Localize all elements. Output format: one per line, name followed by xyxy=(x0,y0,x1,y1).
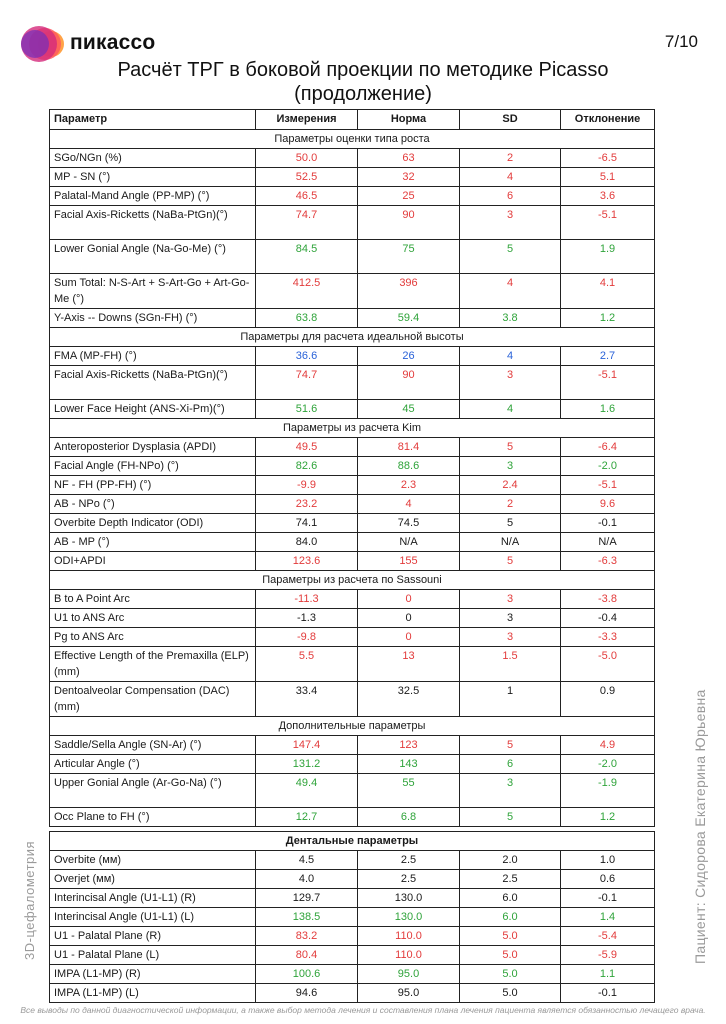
parameter-name: Lower Gonial Angle (Na-Go-Me) (°) xyxy=(50,240,256,274)
sd-value: 3 xyxy=(460,609,561,628)
norm-value: 32.5 xyxy=(358,682,460,717)
deviation-value: -0.1 xyxy=(561,889,655,908)
norm-value: 2.3 xyxy=(358,476,460,495)
measurement-value: 33.4 xyxy=(256,682,358,717)
parameter-name: Pg to ANS Arc xyxy=(50,628,256,647)
table-row xyxy=(50,206,655,240)
measurement-value: 4.5 xyxy=(256,851,358,870)
section-row xyxy=(50,571,655,590)
table-row xyxy=(50,438,655,457)
parameter-name: Palatal-Mand Angle (PP-MP) (°) xyxy=(50,187,256,206)
sd-value: 4 xyxy=(460,168,561,187)
parameter-name: U1 - Palatal Plane (R) xyxy=(50,927,256,946)
sd-value: 5 xyxy=(460,438,561,457)
measurement-value: 412.5 xyxy=(256,274,358,309)
norm-value: 75 xyxy=(358,240,460,274)
sd-value: 1.5 xyxy=(460,647,561,682)
sd-value: 3 xyxy=(460,590,561,609)
norm-value: 95.0 xyxy=(358,965,460,984)
deviation-value: 3.6 xyxy=(561,187,655,206)
deviation-value: 9.6 xyxy=(561,495,655,514)
norm-value: N/A xyxy=(358,533,460,552)
sd-value: N/A xyxy=(460,533,561,552)
norm-value: 130.0 xyxy=(358,889,460,908)
section-title: Дополнительные параметры xyxy=(50,717,655,736)
norm-value: 55 xyxy=(358,774,460,808)
parameter-name: U1 - Palatal Plane (L) xyxy=(50,946,256,965)
measurement-value: 80.4 xyxy=(256,946,358,965)
deviation-value: -2.0 xyxy=(561,755,655,774)
sd-value: 2 xyxy=(460,149,561,168)
parameter-name: Effective Length of the Premaxilla (ELP) (mm) xyxy=(50,647,256,682)
sd-value: 2.5 xyxy=(460,870,561,889)
section-row xyxy=(50,419,655,438)
table-row xyxy=(50,514,655,533)
header-measurement: Измерения xyxy=(256,110,358,130)
measurement-value: 63.8 xyxy=(256,309,358,328)
norm-value: 123 xyxy=(358,736,460,755)
parameter-name: Saddle/Sella Angle (SN-Ar) (°) xyxy=(50,736,256,755)
table-row xyxy=(50,870,655,889)
page-title-line1: Расчёт ТРГ в боковой проекции по методике Picasso xyxy=(117,59,609,81)
table-row xyxy=(50,168,655,187)
parameter-name: SGo/NGn (%) xyxy=(50,149,256,168)
table-row xyxy=(50,274,655,309)
header-norm: Норма xyxy=(358,110,460,130)
measurement-value: -9.9 xyxy=(256,476,358,495)
measurement-value: 74.1 xyxy=(256,514,358,533)
sd-value: 5 xyxy=(460,240,561,274)
table-row xyxy=(50,755,655,774)
parameter-name: FMA (MP-FH) (°) xyxy=(50,347,256,366)
dental-section-title: Дентальные параметры xyxy=(50,832,655,851)
deviation-value: 1.4 xyxy=(561,908,655,927)
page-title-line2: (продолжение) xyxy=(294,83,432,105)
parameter-name: Dentoalveolar Compensation (DAC) (mm) xyxy=(50,682,256,717)
table-row xyxy=(50,889,655,908)
sd-value: 2 xyxy=(460,495,561,514)
sd-value: 5 xyxy=(460,514,561,533)
norm-value: 6.8 xyxy=(358,808,460,827)
section-row xyxy=(50,328,655,347)
parameter-name: IMPA (L1-MP) (L) xyxy=(50,984,256,1003)
norm-value: 2.5 xyxy=(358,870,460,889)
deviation-value: 1.9 xyxy=(561,240,655,274)
deviation-value: -5.1 xyxy=(561,366,655,400)
parameter-name: Overbite Depth Indicator (ODI) xyxy=(50,514,256,533)
measurement-value: 74.7 xyxy=(256,366,358,400)
parameter-name: U1 to ANS Arc xyxy=(50,609,256,628)
sd-value: 4 xyxy=(460,400,561,419)
sd-value: 5.0 xyxy=(460,965,561,984)
table-row xyxy=(50,736,655,755)
sd-value: 5.0 xyxy=(460,927,561,946)
parameter-name: Overjet (мм) xyxy=(50,870,256,889)
measurement-value: 52.5 xyxy=(256,168,358,187)
norm-value: 90 xyxy=(358,366,460,400)
table-row xyxy=(50,927,655,946)
table-row xyxy=(50,187,655,206)
deviation-value: -6.5 xyxy=(561,149,655,168)
norm-value: 110.0 xyxy=(358,946,460,965)
deviation-value: -5.4 xyxy=(561,927,655,946)
measurement-value: 94.6 xyxy=(256,984,358,1003)
dental-table xyxy=(49,831,655,1003)
footer-disclaimer: Все выводы по данной диагностической информации, а также выбор метода лечения и составления плана лечения пациента является обязанностью лечащего врача. xyxy=(20,1005,706,1015)
parameter-name: Upper Gonial Angle (Ar-Go-Na) (°) xyxy=(50,774,256,808)
sd-value: 3 xyxy=(460,366,561,400)
table-row xyxy=(50,240,655,274)
norm-value: 0 xyxy=(358,628,460,647)
sd-value: 3 xyxy=(460,774,561,808)
deviation-value: -3.8 xyxy=(561,590,655,609)
measurement-value: -11.3 xyxy=(256,590,358,609)
section-title: Параметры из расчета Kim xyxy=(50,419,655,438)
table-row xyxy=(50,984,655,1003)
table-row xyxy=(50,552,655,571)
measurement-value: 36.6 xyxy=(256,347,358,366)
deviation-value: 0.6 xyxy=(561,870,655,889)
section-row xyxy=(50,130,655,149)
parameter-name: Facial Angle (FH-NPo) (°) xyxy=(50,457,256,476)
measurement-value: 138.5 xyxy=(256,908,358,927)
deviation-value: 1.0 xyxy=(561,851,655,870)
measurement-value: 51.6 xyxy=(256,400,358,419)
section-title: Параметры из расчета по Sassouni xyxy=(50,571,655,590)
norm-value: 95.0 xyxy=(358,984,460,1003)
header-deviation: Отклонение xyxy=(561,110,655,130)
norm-value: 13 xyxy=(358,647,460,682)
norm-value: 130.0 xyxy=(358,908,460,927)
parameter-name: Interincisal Angle (U1-L1) (R) xyxy=(50,889,256,908)
measurement-value: 84.0 xyxy=(256,533,358,552)
deviation-value: -5.1 xyxy=(561,476,655,495)
brand-name: пикассо xyxy=(70,31,156,54)
sd-value: 2.0 xyxy=(460,851,561,870)
parameter-name: ODI+APDI xyxy=(50,552,256,571)
sd-value: 5.0 xyxy=(460,946,561,965)
measurement-value: 49.5 xyxy=(256,438,358,457)
header-parameter: Параметр xyxy=(50,110,256,130)
table-row xyxy=(50,808,655,827)
measurement-value: 74.7 xyxy=(256,206,358,240)
table-row xyxy=(50,400,655,419)
measurement-value: -1.3 xyxy=(256,609,358,628)
norm-value: 396 xyxy=(358,274,460,309)
parameter-name: IMPA (L1-MP) (R) xyxy=(50,965,256,984)
sd-value: 3 xyxy=(460,206,561,240)
norm-value: 32 xyxy=(358,168,460,187)
norm-value: 2.5 xyxy=(358,851,460,870)
parameter-name: Overbite (мм) xyxy=(50,851,256,870)
measurement-value: 49.4 xyxy=(256,774,358,808)
table-row xyxy=(50,495,655,514)
table-row xyxy=(50,851,655,870)
norm-value: 59.4 xyxy=(358,309,460,328)
norm-value: 26 xyxy=(358,347,460,366)
deviation-value: -1.9 xyxy=(561,774,655,808)
parameter-name: AB - MP (°) xyxy=(50,533,256,552)
table-row xyxy=(50,309,655,328)
norm-value: 63 xyxy=(358,149,460,168)
page-title xyxy=(0,58,726,106)
header-sd: SD xyxy=(460,110,561,130)
table-row xyxy=(50,347,655,366)
cephalometric-table xyxy=(49,109,655,827)
parameter-name: Facial Axis-Ricketts (NaBa-PtGn)(°) xyxy=(50,366,256,400)
norm-value: 0 xyxy=(358,590,460,609)
sd-value: 5 xyxy=(460,808,561,827)
deviation-value: -6.4 xyxy=(561,438,655,457)
table-row xyxy=(50,366,655,400)
table-row xyxy=(50,590,655,609)
sd-value: 3 xyxy=(460,628,561,647)
measurement-value: 12.7 xyxy=(256,808,358,827)
section-row xyxy=(50,717,655,736)
norm-value: 25 xyxy=(358,187,460,206)
measurement-value: 83.2 xyxy=(256,927,358,946)
sd-value: 5 xyxy=(460,736,561,755)
parameter-name: AB - NPo (°) xyxy=(50,495,256,514)
deviation-value: -5.1 xyxy=(561,206,655,240)
table-row xyxy=(50,774,655,808)
deviation-value: -0.4 xyxy=(561,609,655,628)
norm-value: 74.5 xyxy=(358,514,460,533)
sd-value: 4 xyxy=(460,274,561,309)
sd-value: 6 xyxy=(460,755,561,774)
parameter-name: Lower Face Height (ANS-Xi-Pm)(°) xyxy=(50,400,256,419)
deviation-value: 1.1 xyxy=(561,965,655,984)
patient-name-label: Пациент: Сидорова Екатерина Юрьевна xyxy=(692,689,708,964)
measurement-value: 84.5 xyxy=(256,240,358,274)
parameter-name: Interincisal Angle (U1-L1) (L) xyxy=(50,908,256,927)
sd-value: 6.0 xyxy=(460,889,561,908)
parameter-name: Anteroposterior Dysplasia (APDI) xyxy=(50,438,256,457)
parameter-name: B to A Point Arc xyxy=(50,590,256,609)
norm-value: 143 xyxy=(358,755,460,774)
deviation-value: -2.0 xyxy=(561,457,655,476)
deviation-value: -6.3 xyxy=(561,552,655,571)
section-title: Параметры оценки типа роста xyxy=(50,130,655,149)
norm-value: 45 xyxy=(358,400,460,419)
table-row xyxy=(50,533,655,552)
table-header-row xyxy=(50,110,655,130)
deviation-value: 1.2 xyxy=(561,808,655,827)
sd-value: 4 xyxy=(460,347,561,366)
table-row xyxy=(50,908,655,927)
parameter-name: MP - SN (°) xyxy=(50,168,256,187)
parameter-name: Sum Total: N-S-Art + S-Art-Go + Art-Go-Me (°) xyxy=(50,274,256,309)
table-row xyxy=(50,609,655,628)
measurement-value: 82.6 xyxy=(256,457,358,476)
measurement-value: 147.4 xyxy=(256,736,358,755)
measurement-value: 131.2 xyxy=(256,755,358,774)
norm-value: 81.4 xyxy=(358,438,460,457)
norm-value: 155 xyxy=(358,552,460,571)
table-row xyxy=(50,946,655,965)
norm-value: 0 xyxy=(358,609,460,628)
measurement-value: -9.8 xyxy=(256,628,358,647)
section-title: Параметры для расчета идеальной высоты xyxy=(50,328,655,347)
sd-value: 2.4 xyxy=(460,476,561,495)
sd-value: 6.0 xyxy=(460,908,561,927)
deviation-value: 4.9 xyxy=(561,736,655,755)
measurement-value: 5.5 xyxy=(256,647,358,682)
table-row xyxy=(50,647,655,682)
norm-value: 90 xyxy=(358,206,460,240)
sd-value: 5.0 xyxy=(460,984,561,1003)
table-row xyxy=(50,965,655,984)
norm-value: 4 xyxy=(358,495,460,514)
deviation-value: N/A xyxy=(561,533,655,552)
table-row xyxy=(50,682,655,717)
sd-value: 5 xyxy=(460,552,561,571)
measurement-value: 46.5 xyxy=(256,187,358,206)
measurement-value: 129.7 xyxy=(256,889,358,908)
sd-value: 6 xyxy=(460,187,561,206)
parameter-name: Occ Plane to FH (°) xyxy=(50,808,256,827)
parameter-name: NF - FH (PP-FH) (°) xyxy=(50,476,256,495)
measurement-value: 100.6 xyxy=(256,965,358,984)
table-row xyxy=(50,149,655,168)
table-row xyxy=(50,628,655,647)
deviation-value: 2.7 xyxy=(561,347,655,366)
deviation-value: -0.1 xyxy=(561,984,655,1003)
sd-value: 3 xyxy=(460,457,561,476)
parameter-name: Facial Axis-Ricketts (NaBa-PtGn)(°) xyxy=(50,206,256,240)
deviation-value: -0.1 xyxy=(561,514,655,533)
measurement-value: 23.2 xyxy=(256,495,358,514)
deviation-value: 0.9 xyxy=(561,682,655,717)
sd-value: 3.8 xyxy=(460,309,561,328)
measurement-value: 123.6 xyxy=(256,552,358,571)
deviation-value: 1.2 xyxy=(561,309,655,328)
measurement-value: 4.0 xyxy=(256,870,358,889)
deviation-value: -5.9 xyxy=(561,946,655,965)
side-label-left: 3D-цефалометрия xyxy=(22,840,37,960)
norm-value: 110.0 xyxy=(358,927,460,946)
sd-value: 1 xyxy=(460,682,561,717)
deviation-value: -3.3 xyxy=(561,628,655,647)
table-row xyxy=(50,457,655,476)
deviation-value: 5.1 xyxy=(561,168,655,187)
deviation-value: 4.1 xyxy=(561,274,655,309)
dental-section-row xyxy=(50,832,655,851)
parameter-name: Articular Angle (°) xyxy=(50,755,256,774)
norm-value: 88.6 xyxy=(358,457,460,476)
deviation-value: 1.6 xyxy=(561,400,655,419)
table-row xyxy=(50,476,655,495)
deviation-value: -5.0 xyxy=(561,647,655,682)
parameter-name: Y-Axis -- Downs (SGn-FH) (°) xyxy=(50,309,256,328)
measurement-value: 50.0 xyxy=(256,149,358,168)
page-number: 7/10 xyxy=(664,32,698,51)
